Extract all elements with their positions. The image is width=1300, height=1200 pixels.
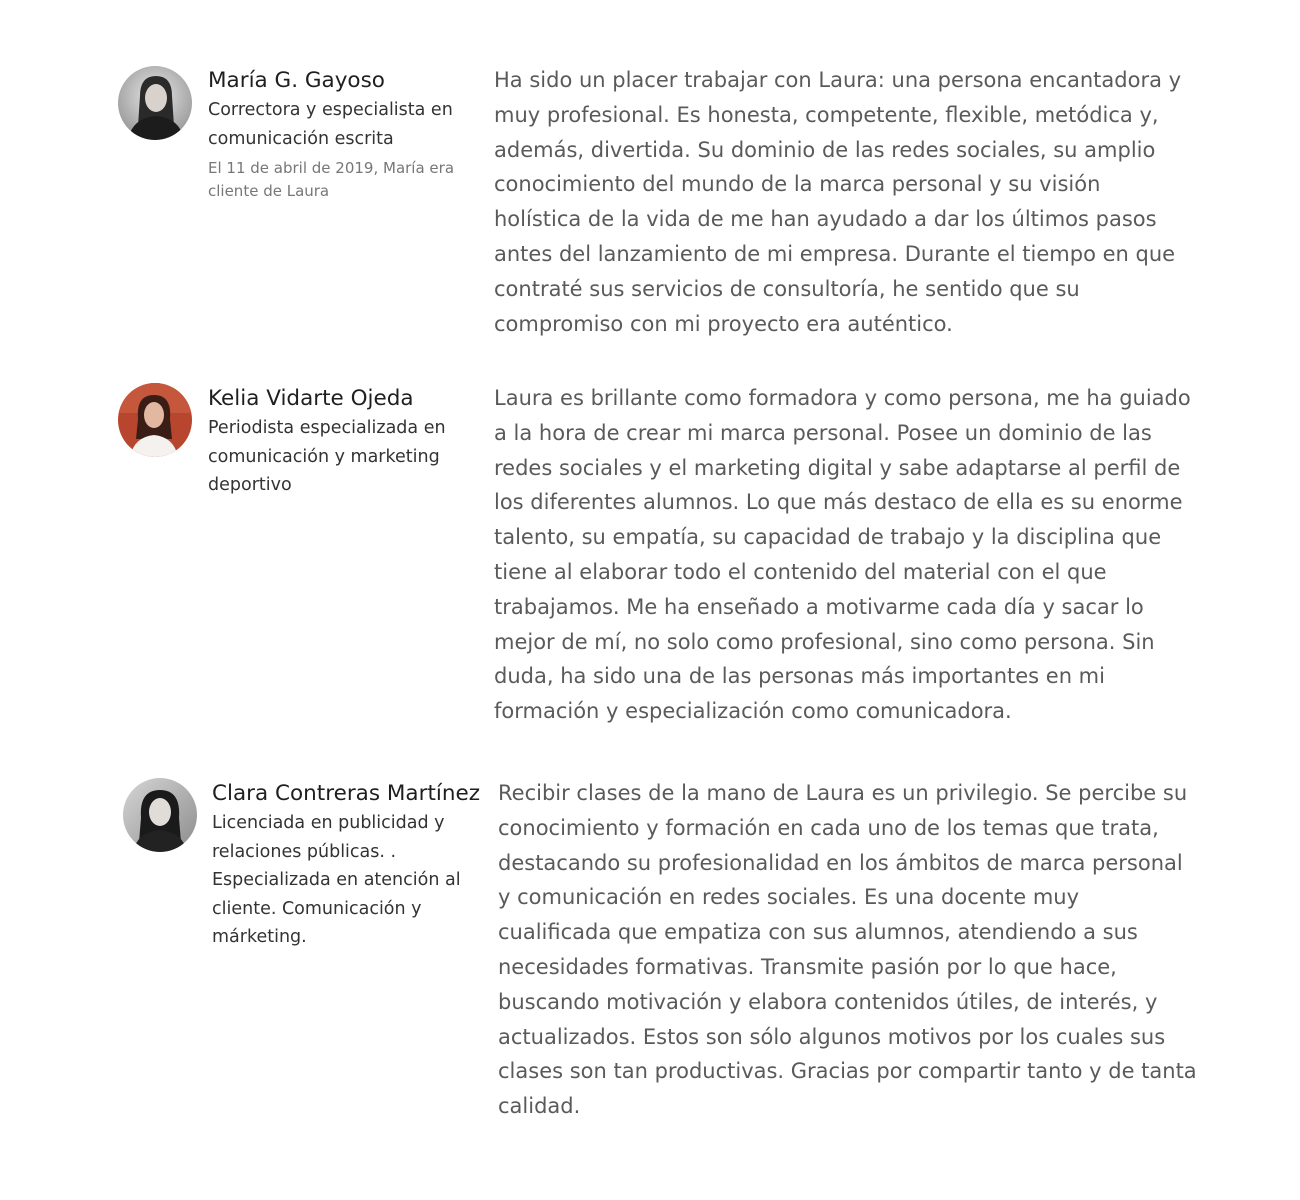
recommendation-relation: El 11 de abril de 2019, María era cliente de Laura [208, 159, 455, 200]
recommender-headline: Licenciada en publicidad y relaciones públicas. . Especializada en atención al cliente. Comunicación y márketing. [212, 813, 461, 947]
person-photo-icon [118, 66, 192, 140]
recommender-info [212, 779, 487, 952]
recommender-name[interactable]: Clara Contreras Martínez [212, 781, 480, 806]
avatar[interactable] [118, 66, 192, 140]
recommender-info [208, 66, 483, 202]
recommendation-text: Recibir clases de la mano de Laura es un privilegio. Se percibe su conocimiento y formación en cada uno de los temas que trata, destacando su profesionalidad en los ámbitos de marca personal y comunicación en redes sociales. Es una docente muy cualificada que empatiza con sus alumnos, atendiendo a sus necesidades formativas. Transmite pasión por lo que hace, buscando motivación y elabora contenidos útiles, de interés, y actualizados. Estos son sólo algunos motivos por los cuales sus clases son tan productivas. Gracias por compartir tanto y de tanta calidad. [498, 781, 1197, 1119]
avatar[interactable] [118, 383, 192, 457]
recommender-name[interactable]: Kelia Vidarte Ojeda [208, 386, 414, 411]
recommender-info [208, 384, 483, 500]
person-photo-icon [118, 383, 192, 457]
avatar[interactable] [123, 778, 197, 852]
recommender-headline: Correctora y especialista en comunicación escrita [208, 100, 453, 149]
recommender-name[interactable]: María G. Gayoso [208, 68, 385, 93]
recommendation-text: Laura es brillante como formadora y como persona, me ha guiado a la hora de crear mi marca personal. Posee un dominio de las redes sociales y el marketing digital y sabe adaptarse al perfil de los diferentes alumnos. Lo que más destaco de ella es su enorme talento, su empatía, su capacidad de trabajo y la disciplina que tiene al elaborar todo el contenido del material con el que trabajamos. Me ha enseñado a motivarme cada día y sacar lo mejor de mí, no solo como profesional, sino como persona. Sin duda, ha sido una de las personas más importantes en mi formación y especialización como comunicadora. [494, 386, 1191, 724]
person-photo-icon [123, 778, 197, 852]
recommender-headline: Periodista especializada en comunicación y marketing deportivo [208, 418, 446, 495]
recommendation-text: Ha sido un placer trabajar con Laura: una persona encantadora y muy profesional. Es honesta, competente, flexible, metódica y, además, divertida. Su dominio de las redes sociales, su amplio conocimiento del mundo de la marca personal y su visión holística de la vida de me han ayudado a dar los últimos pasos antes del lanzamiento de mi empresa. Durante el tiempo en que contraté sus servicios de consultoría, he sentido que su compromiso con mi proyecto era auténtico. [494, 68, 1182, 336]
